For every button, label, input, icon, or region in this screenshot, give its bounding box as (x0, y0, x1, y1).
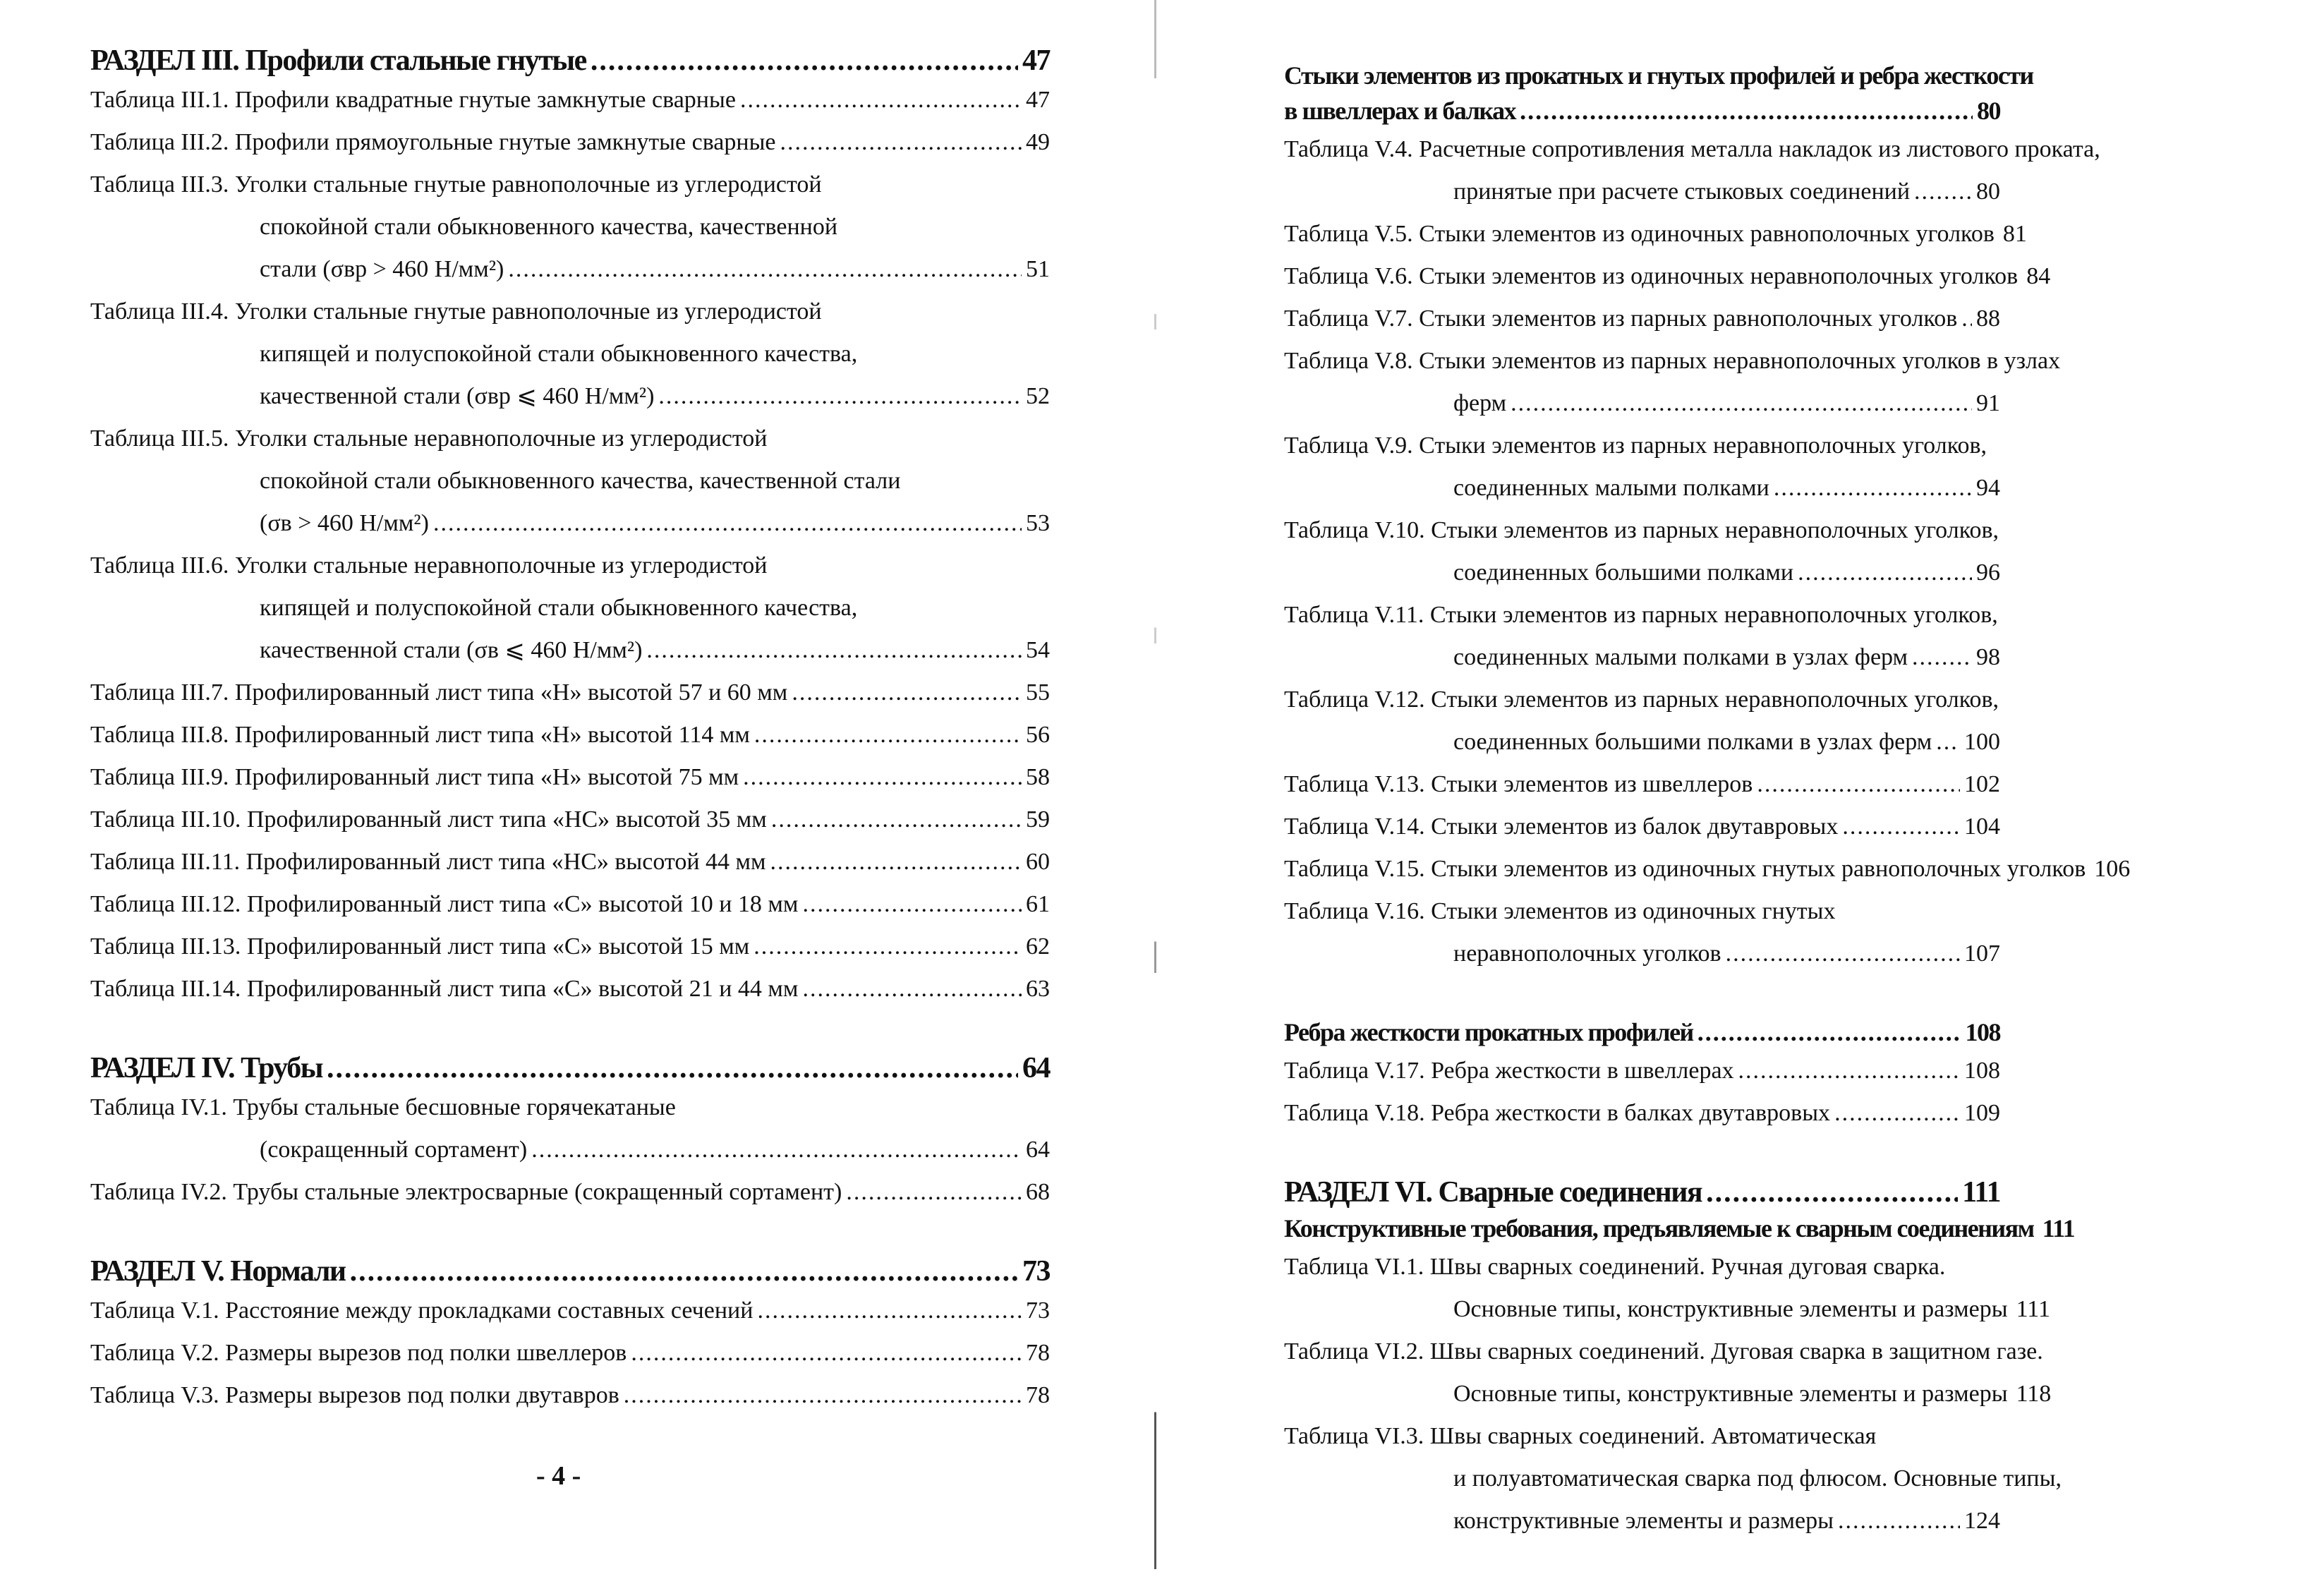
toc-page-number: 78 (1026, 1340, 1050, 1366)
toc-page-number: 111 (2016, 1296, 2051, 1322)
toc-entry-text: качественной стали (σв ⩽ 460 Н/мм²) (260, 637, 643, 663)
toc-entry-text: ферм (1453, 390, 1507, 416)
dot-leader (1511, 382, 1972, 425)
toc-page-number: 78 (1026, 1382, 1050, 1408)
toc-line (90, 1087, 1050, 1129)
toc-entry-text: Таблица III.5. Уголки стальные неравнополочные из углеродистой (90, 425, 768, 452)
toc-line (90, 418, 1050, 460)
toc-line (1284, 255, 2051, 298)
toc-entry-text: спокойной стали обыкновенного качества, качественной стали (260, 468, 901, 494)
dot-leader (508, 248, 1022, 291)
toc-line (90, 1253, 1050, 1290)
section-heading (1284, 1174, 2000, 1211)
dot-leader (591, 42, 1018, 79)
toc-page-number: 107 (1964, 940, 2000, 967)
toc-page-number: 80 (1976, 179, 2000, 205)
section-gap (1284, 1135, 2000, 1174)
toc-page-number: 94 (1976, 475, 2000, 501)
toc-line (1284, 1373, 2052, 1415)
toc-entry (1284, 806, 2000, 848)
dot-leader (770, 841, 1022, 883)
toc-entry (1284, 890, 2000, 975)
toc-page-number: 52 (1026, 383, 1050, 409)
toc-line (1284, 679, 2000, 721)
toc-entry-text: Таблица V.2. Размеры вырезов под полки швеллеров (90, 1340, 627, 1366)
dot-leader (327, 1050, 1018, 1087)
toc-line (1284, 1174, 2000, 1211)
toc-entry (90, 926, 1050, 968)
toc-entry-text: Таблица III.12. Профилированный лист типа «С» высотой 10 и 18 мм (90, 891, 799, 917)
toc-line (90, 545, 1050, 587)
toc-line (90, 1050, 1050, 1087)
toc-entry-text: Таблица IV.2. Трубы стальные электросварные (сокращенный сортамент) (90, 1179, 842, 1205)
dot-leader (743, 756, 1022, 799)
toc-entry-text: конструктивные элементы и размеры (1453, 1508, 1834, 1534)
toc-line (90, 42, 1050, 79)
toc-entry-text: Таблица III.3. Уголки стальные гнутые равнополочные из углеродистой (90, 171, 822, 198)
toc-entry-text: Ребра жесткости прокатных профилей (1284, 1018, 1693, 1046)
toc-page-number: 63 (1026, 976, 1050, 1002)
toc-entry (1284, 763, 2000, 806)
toc-entry (90, 799, 1050, 841)
toc-line (1284, 213, 2027, 255)
toc-entry-text: РАЗДЕЛ VI. Сварные соединения (1284, 1176, 1702, 1209)
toc-page-number: 80 (1977, 97, 2000, 125)
left-page (0, 0, 1157, 1569)
toc-entry-text: Таблица III.9. Профилированный лист типа «Н» высотой 75 мм (90, 764, 739, 790)
toc-entry-text: Таблица V.16. Стыки элементов из одиночных гнутых (1284, 898, 1836, 924)
toc-entry-text: Таблица V.9. Стыки элементов из парных неравнополочных уголков, (1284, 432, 1987, 459)
dot-leader (1834, 1092, 1960, 1135)
toc-entry (90, 291, 1050, 418)
toc-entry-text: РАЗДЕЛ V. Нормали (90, 1255, 346, 1288)
toc-line (1284, 128, 2100, 171)
toc-page-number: 64 (1022, 1052, 1050, 1084)
toc-line (90, 333, 1050, 375)
toc-page-number: 47 (1022, 44, 1050, 77)
section-gap (90, 1214, 1050, 1253)
toc-entry-text: качественной стали (σвр ⩽ 460 Н/мм²) (260, 383, 655, 409)
toc-page-number: 88 (1976, 305, 2000, 332)
dot-leader (1738, 1050, 1960, 1092)
toc-list-left (90, 42, 1050, 1417)
dot-leader (433, 502, 1022, 545)
toc-line (1284, 552, 2000, 594)
toc-page-number: 64 (1026, 1137, 1050, 1163)
toc-entry-text: Таблица V.17. Ребра жесткости в швеллерах (1284, 1058, 1734, 1084)
section-heading (90, 1050, 1050, 1087)
toc-page-number: 55 (1026, 679, 1050, 706)
toc-line (90, 841, 1050, 883)
toc-page-number: 61 (1026, 891, 1050, 917)
toc-entry-text: РАЗДЕЛ III. Профили стальные гнутые (90, 44, 586, 77)
toc-entry (90, 121, 1050, 164)
toc-line (90, 799, 1050, 841)
toc-entry-text: Стыки элементов из прокатных и гнутых профилей и ребра жесткости (1284, 61, 2033, 90)
dot-leader (1520, 93, 1973, 128)
toc-line (1284, 467, 2000, 509)
section-heading (90, 1253, 1050, 1290)
toc-line (1284, 890, 2000, 933)
toc-entry-text: спокойной стали обыкновенного качества, качественной (260, 214, 838, 240)
toc-line (90, 248, 1050, 291)
toc-entry-text: Таблица V.7. Стыки элементов из парных равнополочных уголков (1284, 305, 1958, 332)
toc-page-number: 60 (1026, 849, 1050, 875)
toc-entry-text: Таблица V.5. Стыки элементов из одиночных равнополочных уголков (1284, 221, 1995, 247)
toc-page-number: 58 (1026, 764, 1050, 790)
toc-page-number: 100 (1964, 729, 2000, 755)
toc-entry-text: Таблица III.11. Профилированный лист типа «НС» высотой 44 мм (90, 849, 766, 875)
dot-leader (740, 79, 1022, 121)
toc-page-number: 73 (1022, 1255, 1050, 1288)
toc-entry (1284, 340, 2061, 425)
toc-line (1284, 1211, 2075, 1246)
toc-entry (90, 1332, 1050, 1374)
toc-entry-text: стали (σвр > 460 Н/мм²) (260, 256, 504, 282)
toc-entry-text: (сокращенный сортамент) (260, 1137, 528, 1163)
toc-line (90, 672, 1050, 714)
dot-leader (658, 375, 1022, 418)
toc-entry (1284, 679, 2000, 763)
toc-line (1284, 594, 2000, 636)
toc-entry (1284, 1092, 2000, 1135)
dot-leader (1838, 1500, 1960, 1542)
dot-leader (531, 1129, 1022, 1171)
toc-entry-text: Таблица III.2. Профили прямоугольные гнутые замкнутые сварные (90, 129, 776, 155)
toc-line (90, 883, 1050, 926)
toc-entry-text: Основные типы, конструктивные элементы и размеры (1453, 1296, 2008, 1322)
dot-leader (802, 968, 1022, 1010)
dot-leader (1726, 933, 1960, 975)
toc-line (90, 714, 1050, 756)
toc-entry-text: неравнополочных уголков (1453, 940, 1721, 967)
toc-line (1284, 1458, 2062, 1500)
page-number: - 4 - (536, 1461, 581, 1491)
toc-line (1284, 636, 2000, 679)
toc-line (90, 756, 1050, 799)
toc-line (90, 587, 1050, 629)
toc-entry (90, 418, 1050, 545)
toc-line (1284, 1331, 2043, 1373)
toc-entry-text: Таблица IV.1. Трубы стальные бесшовные горячекатаные (90, 1094, 676, 1120)
dot-leader (780, 121, 1022, 164)
toc-line (90, 1332, 1050, 1374)
dot-leader (771, 799, 1022, 841)
toc-entry-text: Таблица V.10. Стыки элементов из парных неравнополочных уголков, (1284, 517, 1999, 543)
toc-line (1284, 933, 2000, 975)
toc-line (1284, 58, 2033, 93)
dot-leader (1706, 1174, 1958, 1211)
toc-entry (90, 1374, 1050, 1417)
toc-page-number: 111 (1962, 1176, 2000, 1209)
toc-list-right (1284, 58, 2131, 1542)
dot-leader (802, 883, 1022, 926)
toc-entry-text: соединенных малыми полками в узлах ферм (1453, 644, 1908, 670)
toc-page-number: 84 (2026, 263, 2051, 289)
toc-line (90, 1129, 1050, 1171)
toc-page-number: 73 (1026, 1297, 1050, 1324)
toc-page-number: 81 (2002, 221, 2027, 247)
book-spine (1154, 0, 1156, 1569)
dot-leader (1842, 806, 1960, 848)
toc-entry (1284, 1415, 2062, 1542)
toc-line (1284, 340, 2061, 382)
dot-leader (631, 1332, 1022, 1374)
toc-entry-text: Основные типы, конструктивные элементы и размеры (1453, 1381, 2008, 1407)
toc-entry-text: Таблица III.8. Профилированный лист типа «Н» высотой 114 мм (90, 722, 750, 748)
toc-entry-text: в швеллерах и балках (1284, 97, 1516, 125)
toc-page-number: 91 (1976, 390, 2000, 416)
toc-line (90, 164, 1050, 206)
toc-line (90, 502, 1050, 545)
toc-entry (90, 714, 1050, 756)
toc-line (1284, 1092, 2000, 1135)
section-heading (1284, 1015, 2000, 1050)
toc-page-number: 108 (1965, 1018, 2000, 1046)
toc-entry-text: Таблица V.3. Размеры вырезов под полки двутавров (90, 1382, 619, 1408)
dot-leader (1757, 763, 1960, 806)
toc-entry (90, 545, 1050, 672)
dot-leader (846, 1171, 1022, 1214)
toc-page-number: 108 (1964, 1058, 2000, 1084)
toc-line (1284, 806, 2000, 848)
toc-entry (1284, 425, 2000, 509)
toc-line (1284, 382, 2000, 425)
toc-entry (1284, 509, 2000, 594)
dot-leader (1798, 552, 1972, 594)
toc-line (1284, 93, 2000, 128)
section-heading (1284, 58, 2033, 128)
toc-entry-text: Таблица V.18. Ребра жесткости в балках двутавровых (1284, 1100, 1831, 1126)
toc-line (1284, 1015, 2000, 1050)
toc-entry (90, 968, 1050, 1010)
toc-page-number: 59 (1026, 806, 1050, 833)
toc-line (90, 291, 1050, 333)
toc-entry-text: Таблица III.13. Профилированный лист типа «С» высотой 15 мм (90, 933, 750, 960)
toc-page-number: 111 (2042, 1214, 2075, 1242)
toc-line (1284, 1246, 2000, 1288)
toc-line (1284, 1415, 2000, 1458)
toc-entry (1284, 848, 2131, 890)
toc-entry-text: Таблица VI.3. Швы сварных соединений. Автоматическая (1284, 1423, 1877, 1449)
toc-line (90, 460, 1050, 502)
toc-entry (1284, 213, 2027, 255)
toc-entry (90, 841, 1050, 883)
toc-line (90, 121, 1050, 164)
toc-entry (90, 756, 1050, 799)
toc-entry (1284, 1050, 2000, 1092)
toc-entry-text: Таблица III.14. Профилированный лист типа «С» высотой 21 и 44 мм (90, 976, 799, 1002)
toc-entry (1284, 128, 2100, 213)
dot-leader (1914, 171, 1972, 213)
toc-entry-text: (σв > 460 Н/мм²) (260, 510, 429, 536)
section-heading (1284, 1211, 2075, 1246)
toc-entry-text: Таблица III.10. Профилированный лист типа «НС» высотой 35 мм (90, 806, 767, 833)
toc-entry (1284, 298, 2000, 340)
toc-entry-text: соединенных малыми полками (1453, 475, 1769, 501)
section-heading (90, 42, 1050, 79)
toc-entry-text: кипящей и полуспокойной стали обыкновенного качества, (260, 595, 858, 621)
toc-line (1284, 763, 2000, 806)
dot-leader (1936, 721, 1960, 763)
toc-entry-text: РАЗДЕЛ IV. Трубы (90, 1052, 323, 1084)
toc-line (90, 1171, 1050, 1214)
dot-leader (1912, 636, 1972, 679)
toc-entry (90, 1171, 1050, 1214)
toc-page-number: 104 (1964, 813, 2000, 840)
toc-entry (1284, 1246, 2051, 1331)
toc-page-number: 102 (1964, 771, 2000, 797)
toc-entry (1284, 255, 2051, 298)
toc-line (90, 79, 1050, 121)
toc-entry (90, 883, 1050, 926)
toc-line (1284, 1288, 2051, 1331)
toc-page-number: 51 (1026, 256, 1050, 282)
dot-leader (350, 1253, 1018, 1290)
toc-entry (1284, 594, 2000, 679)
dot-leader (757, 1290, 1022, 1332)
toc-entry-text: Таблица V.11. Стыки элементов из парных неравнополочных уголков, (1284, 602, 1998, 628)
toc-entry-text: Таблица VI.1. Швы сварных соединений. Ручная дуговая сварка. (1284, 1254, 1946, 1280)
dot-leader (1774, 467, 1972, 509)
toc-entry (90, 164, 1050, 291)
toc-page-number: 47 (1026, 87, 1050, 113)
toc-page-number: 56 (1026, 722, 1050, 748)
toc-entry-text: Таблица III.6. Уголки стальные неравнополочные из углеродистой (90, 552, 768, 579)
toc-entry-text: и полуавтоматическая сварка под флюсом. Основные типы, (1453, 1465, 2062, 1492)
toc-entry-text: Таблица V.14. Стыки элементов из балок двутавровых (1284, 813, 1839, 840)
toc-line (90, 1374, 1050, 1417)
toc-entry-text: Таблица V.13. Стыки элементов из швеллеров (1284, 771, 1753, 797)
dot-leader (1961, 298, 1972, 340)
toc-entry-text: Таблица III.7. Профилированный лист типа «Н» высотой 57 и 60 мм (90, 679, 788, 706)
toc-line (1284, 425, 2000, 467)
toc-entry-text: Таблица V.8. Стыки элементов из парных неравнополочных уголков в узлах (1284, 348, 2061, 374)
toc-page-number: 53 (1026, 510, 1050, 536)
toc-entry-text: Таблица V.1. Расстояние между прокладками составных сечений (90, 1297, 754, 1324)
toc-entry-text: Таблица V.6. Стыки элементов из одиночных неравнополочных уголков (1284, 263, 2019, 289)
toc-line (90, 1290, 1050, 1332)
toc-entry-text: Таблица V.12. Стыки элементов из парных неравнополочных уголков, (1284, 686, 1999, 713)
section-gap (1284, 975, 2000, 1015)
toc-page-number: 98 (1976, 644, 2000, 670)
dot-leader (624, 1374, 1022, 1417)
toc-line (1284, 509, 2000, 552)
toc-entry-text: Таблица III.4. Уголки стальные гнутые равнополочные из углеродистой (90, 298, 822, 325)
toc-entry (1284, 1331, 2052, 1415)
toc-page-number: 62 (1026, 933, 1050, 960)
toc-page-number: 54 (1026, 637, 1050, 663)
toc-line (1284, 1050, 2000, 1092)
toc-entry-text: соединенных большими полками в узлах ферм (1453, 729, 1932, 755)
dot-leader (646, 629, 1022, 672)
toc-entry-text: кипящей и полуспокойной стали обыкновенного качества, (260, 341, 858, 367)
toc-entry-text: Таблица V.15. Стыки элементов из одиночных гнутых равнополочных уголков (1284, 856, 2086, 882)
toc-entry (90, 1087, 1050, 1171)
toc-entry-text: Таблица III.1. Профили квадратные гнутые замкнутые сварные (90, 87, 736, 113)
toc-page-number: 109 (1964, 1100, 2000, 1126)
toc-line (1284, 848, 2131, 890)
toc-line (90, 926, 1050, 968)
toc-entry-text: Таблица V.4. Расчетные сопротивления металла накладок из листового проката, (1284, 136, 2100, 162)
toc-entry (90, 79, 1050, 121)
toc-page-number: 106 (2094, 856, 2131, 882)
toc-line (90, 968, 1050, 1010)
toc-entry-text: соединенных большими полками (1453, 559, 1794, 586)
dot-leader (1697, 1015, 1961, 1050)
toc-page-number: 68 (1026, 1179, 1050, 1205)
dot-leader (754, 714, 1022, 756)
dot-leader (754, 926, 1022, 968)
toc-page-number: 118 (2016, 1381, 2052, 1407)
toc-line (90, 206, 1050, 248)
toc-line (1284, 721, 2000, 763)
section-gap (90, 1010, 1050, 1050)
toc-entry-text: принятые при расчете стыковых соединений (1453, 179, 1911, 205)
toc-line (90, 375, 1050, 418)
toc-entry (90, 1290, 1050, 1332)
dot-leader (792, 672, 1022, 714)
toc-page-number: 96 (1976, 559, 2000, 586)
toc-line (1284, 171, 2000, 213)
toc-entry-text: Таблица VI.2. Швы сварных соединений. Дуговая сварка в защитном газе. (1284, 1338, 2043, 1365)
toc-line (1284, 1500, 2000, 1542)
toc-page-number: 49 (1026, 129, 1050, 155)
toc-page-number: 124 (1964, 1508, 2000, 1534)
toc-line (1284, 298, 2000, 340)
toc-line (90, 629, 1050, 672)
right-page (1157, 0, 2324, 1569)
toc-entry-text: Конструктивные требования, предъявляемые к сварным соединениям (1284, 1214, 2034, 1242)
toc-entry (90, 672, 1050, 714)
